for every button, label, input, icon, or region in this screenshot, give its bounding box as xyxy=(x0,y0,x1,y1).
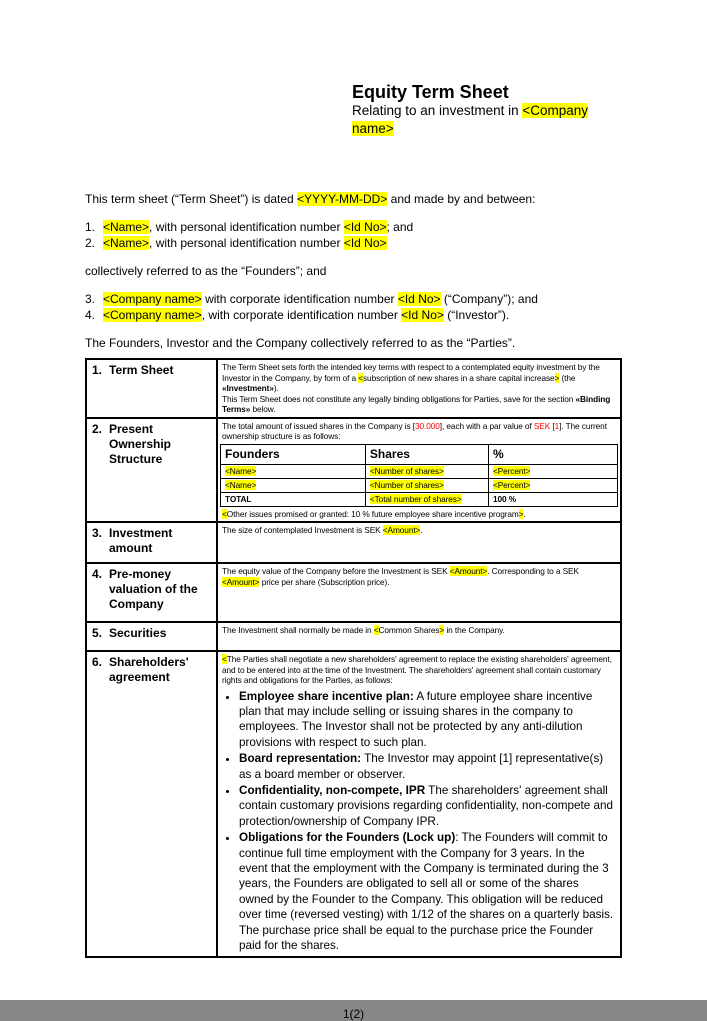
list-item-text: <Company name>, with corporate identification number <Id No> (“Investor”). xyxy=(103,308,510,322)
row-content-cell xyxy=(217,418,621,523)
row-number: 6. xyxy=(92,655,103,669)
list-number: 4. xyxy=(85,308,96,322)
ownership-cell: <Percent> xyxy=(488,464,617,478)
ownership-total-row xyxy=(221,492,618,506)
ownership-cell: TOTAL xyxy=(221,492,366,506)
ownership-cell: <Total number of shares> xyxy=(365,492,488,506)
ownership-row xyxy=(221,478,618,492)
row-heading: Shareholders' agreement xyxy=(109,655,189,684)
table-row-term-sheet xyxy=(86,359,621,418)
row-number: 4. xyxy=(92,567,103,581)
list-item xyxy=(85,235,622,251)
row-content-cell xyxy=(217,563,621,622)
paragraph: The Investment shall normally be made in <Common Shares> in the Company. xyxy=(222,625,505,635)
table-row-pre-money-valuation xyxy=(86,563,621,622)
document-subtitle: Relating to an investment in <Company name> xyxy=(352,103,589,136)
dated-line: This term sheet (“Term Sheet”) is dated <YYYY-MM-DD> and made by and between: xyxy=(85,192,536,206)
paragraph: The equity value of the Company before the Investment is SEK <Amount>. Corresponding to a SEK <Amount> price per share (Subscription price). xyxy=(222,566,579,587)
document-title: Equity Term Sheet xyxy=(352,82,509,102)
founders-list xyxy=(85,219,622,251)
row-heading: Pre-money valuation of the Company xyxy=(109,567,198,611)
row-heading-cell xyxy=(86,522,217,563)
companies-list xyxy=(85,291,622,323)
row-heading-cell xyxy=(86,359,217,418)
row-heading-cell xyxy=(86,418,217,523)
table-row-investment-amount xyxy=(86,522,621,563)
paragraph: The size of contemplated Investment is SEK <Amount>. xyxy=(222,525,423,535)
row-heading: Present Ownership Structure xyxy=(109,421,172,466)
column-header-percent: % xyxy=(488,444,617,464)
paragraph: This Term Sheet does not constitute any legally binding obligations for Parties, save for the section «Binding Terms» below. xyxy=(222,393,611,414)
bullet-item: • Board representation: The Investor may appoint [1] representative(s) as a board member or observer. xyxy=(239,751,616,782)
list-number: 1. xyxy=(85,220,96,234)
ownership-table xyxy=(220,444,618,507)
row-content-cell xyxy=(217,622,621,651)
paragraph: <The Parties shall negotiate a new shareholders' agreement to replace the existing shareholders' agreement, and to be entered into at the time of the Investment. The shareholders' agreement shall contain customary rights and obligations for the Parties, as follows: xyxy=(222,654,612,685)
column-header-founders: Founders xyxy=(221,444,366,464)
ownership-cell: <Number of shares> xyxy=(365,478,488,492)
table-row-ownership xyxy=(86,418,621,523)
row-heading: Securities xyxy=(109,626,167,640)
row-number: 5. xyxy=(92,626,103,640)
founders-note: collectively referred to as the “Founders”; and xyxy=(85,264,327,278)
paragraph: The Term Sheet sets forth the intended key terms with respect to a contemplated equity investment by the Investor in the Company, by form of a <subscription of new shares in a share capital increase> (the «Investment»). xyxy=(222,362,600,393)
row-number: 2. xyxy=(92,421,103,436)
row-heading-cell xyxy=(86,622,217,651)
list-item-text: <Name>, with personal identification number <Id No> xyxy=(103,236,387,250)
bullet-item: • Employee share incentive plan: A future employee share incentive plan that may include selling or issuing shares in the company to employees. The Investor shall not be protected by any anti-dilution provisions with respect to such plan. xyxy=(239,689,616,751)
ownership-cell: 100 % xyxy=(488,492,617,506)
row-number: 1. xyxy=(92,363,103,377)
bullet-item: • Obligations for the Founders (Lock up): The Founders will commit to continue full time employment with the Company for 3 years. In the event that the employment with the Company is terminated during the 3 years, the Founders are obligated to sell all or some of the shares owned by the Founder to the Company. This obligation will be reduced over time (reversed vesting) with 1/12 of the shares on a quarterly basis. The purchase price shall be equal to the purchase price the Founder paid for the shares. xyxy=(239,830,616,953)
row-content-cell xyxy=(217,359,621,418)
intro-section xyxy=(85,191,622,351)
row-heading: Term Sheet xyxy=(109,363,174,377)
table-row-shareholders-agreement xyxy=(86,651,621,957)
ownership-header-row xyxy=(221,444,618,464)
row-heading-cell xyxy=(86,651,217,957)
ownership-row xyxy=(221,464,618,478)
row-heading: Investment amount xyxy=(109,526,173,555)
row-content-cell xyxy=(217,522,621,563)
bullet-item: • Confidentiality, non-compete, IPR The shareholders' agreement shall contain customary provisions regarding confidentiality, non-compete and protection/ownership of Company IPR. xyxy=(239,783,616,829)
ownership-cell: <Name> xyxy=(221,478,366,492)
list-item xyxy=(85,291,622,307)
page-number: 1(2) xyxy=(342,1007,365,1021)
ownership-note: <Other issues promised or granted: 10 % future employee share incentive program>. xyxy=(222,508,526,519)
list-number: 3. xyxy=(85,292,96,306)
list-item xyxy=(85,219,622,235)
list-number: 2. xyxy=(85,236,96,250)
term-sheet-table xyxy=(85,358,622,958)
list-item xyxy=(85,307,622,323)
row-content-cell xyxy=(217,651,621,957)
title-block xyxy=(352,82,618,138)
column-header-shares: Shares xyxy=(365,444,488,464)
row-heading-cell xyxy=(86,563,217,622)
list-item-text: <Name>, with personal identification number <Id No>; and xyxy=(103,220,414,234)
paragraph: The total amount of issued shares in the Company is [30.000], each with a par value of SEK [1]. The current ownership structure is as follows: xyxy=(222,420,607,441)
table-row-securities xyxy=(86,622,621,651)
parties-line: The Founders, Investor and the Company collectively referred to as the “Parties”. xyxy=(85,336,516,350)
ownership-cell: <Number of shares> xyxy=(365,464,488,478)
ownership-cell: <Percent> xyxy=(488,478,617,492)
ownership-cell: <Name> xyxy=(221,464,366,478)
list-item-text: <Company name> with corporate identification number <Id No> (“Company”); and xyxy=(103,292,538,306)
row-number: 3. xyxy=(92,526,103,540)
agreement-bullet-list xyxy=(222,689,616,954)
